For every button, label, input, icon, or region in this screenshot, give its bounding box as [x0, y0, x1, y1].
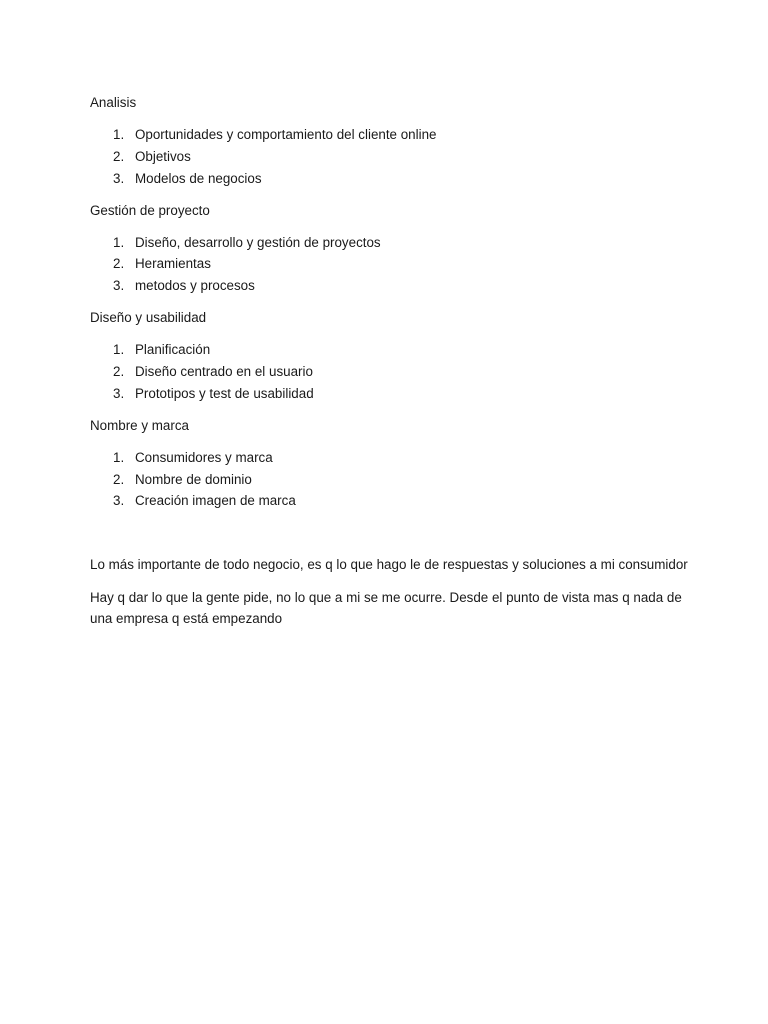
section-heading: Diseño y usabilidad [90, 310, 207, 326]
section-heading: Gestión de proyecto [90, 202, 210, 218]
body-paragraph: Hay q dar lo que la gente pide, no lo que a mi se me ocurre. Desde el punto de vista mas q nada de una empresa q está empezando [90, 589, 682, 627]
section-heading: Nombre y marca [90, 417, 189, 433]
numbered-list [90, 447, 690, 512]
list-item [90, 339, 690, 361]
list-item-text: Oportunidades y comportamiento del cliente online [135, 127, 437, 143]
list-item-text: Diseño, desarrollo y gestión de proyectos [135, 234, 381, 250]
list-item-text: Diseño centrado en el usuario [135, 363, 313, 379]
list-item-text: Nombre de dominio [135, 471, 252, 487]
list-item [90, 146, 690, 168]
list-item-text: Creación imagen de marca [135, 493, 296, 509]
list-item [90, 232, 690, 254]
list-number: 3. [113, 385, 125, 401]
list-number: 2. [113, 363, 125, 379]
list-item [90, 124, 690, 146]
list-item-text: metodos y procesos [135, 278, 255, 294]
list-item-text: Heramientas [135, 256, 211, 272]
document-body [90, 92, 690, 640]
list-item [90, 275, 690, 297]
numbered-list [90, 232, 690, 297]
numbered-list [90, 124, 690, 189]
list-number: 2. [113, 148, 125, 164]
list-number: 2. [113, 471, 125, 487]
list-item-text: Planificación [135, 342, 211, 358]
list-item [90, 361, 690, 383]
list-item-text: Modelos de negocios [135, 170, 262, 186]
list-number: 1. [113, 342, 125, 358]
list-item [90, 168, 690, 190]
list-number: 1. [113, 127, 125, 143]
list-number: 3. [113, 278, 125, 294]
section-heading: Analisis [90, 95, 137, 110]
numbered-list [90, 339, 690, 404]
list-item-text: Prototipos y test de usabilidad [135, 385, 314, 401]
list-number: 3. [113, 170, 125, 186]
list-item [90, 469, 690, 491]
blank-line [90, 522, 690, 554]
list-item [90, 383, 690, 405]
list-number: 2. [113, 256, 125, 272]
list-item [90, 490, 690, 512]
list-number: 1. [113, 234, 125, 250]
list-number: 1. [113, 449, 125, 465]
list-item-text: Objetivos [135, 148, 191, 164]
list-item [90, 447, 690, 469]
list-item [90, 253, 690, 275]
list-item-text: Consumidores y marca [135, 449, 273, 465]
list-number: 3. [113, 493, 125, 509]
body-paragraph: Lo más importante de todo negocio, es q lo que hago le de respuestas y soluciones a mi consumidor [90, 557, 688, 573]
